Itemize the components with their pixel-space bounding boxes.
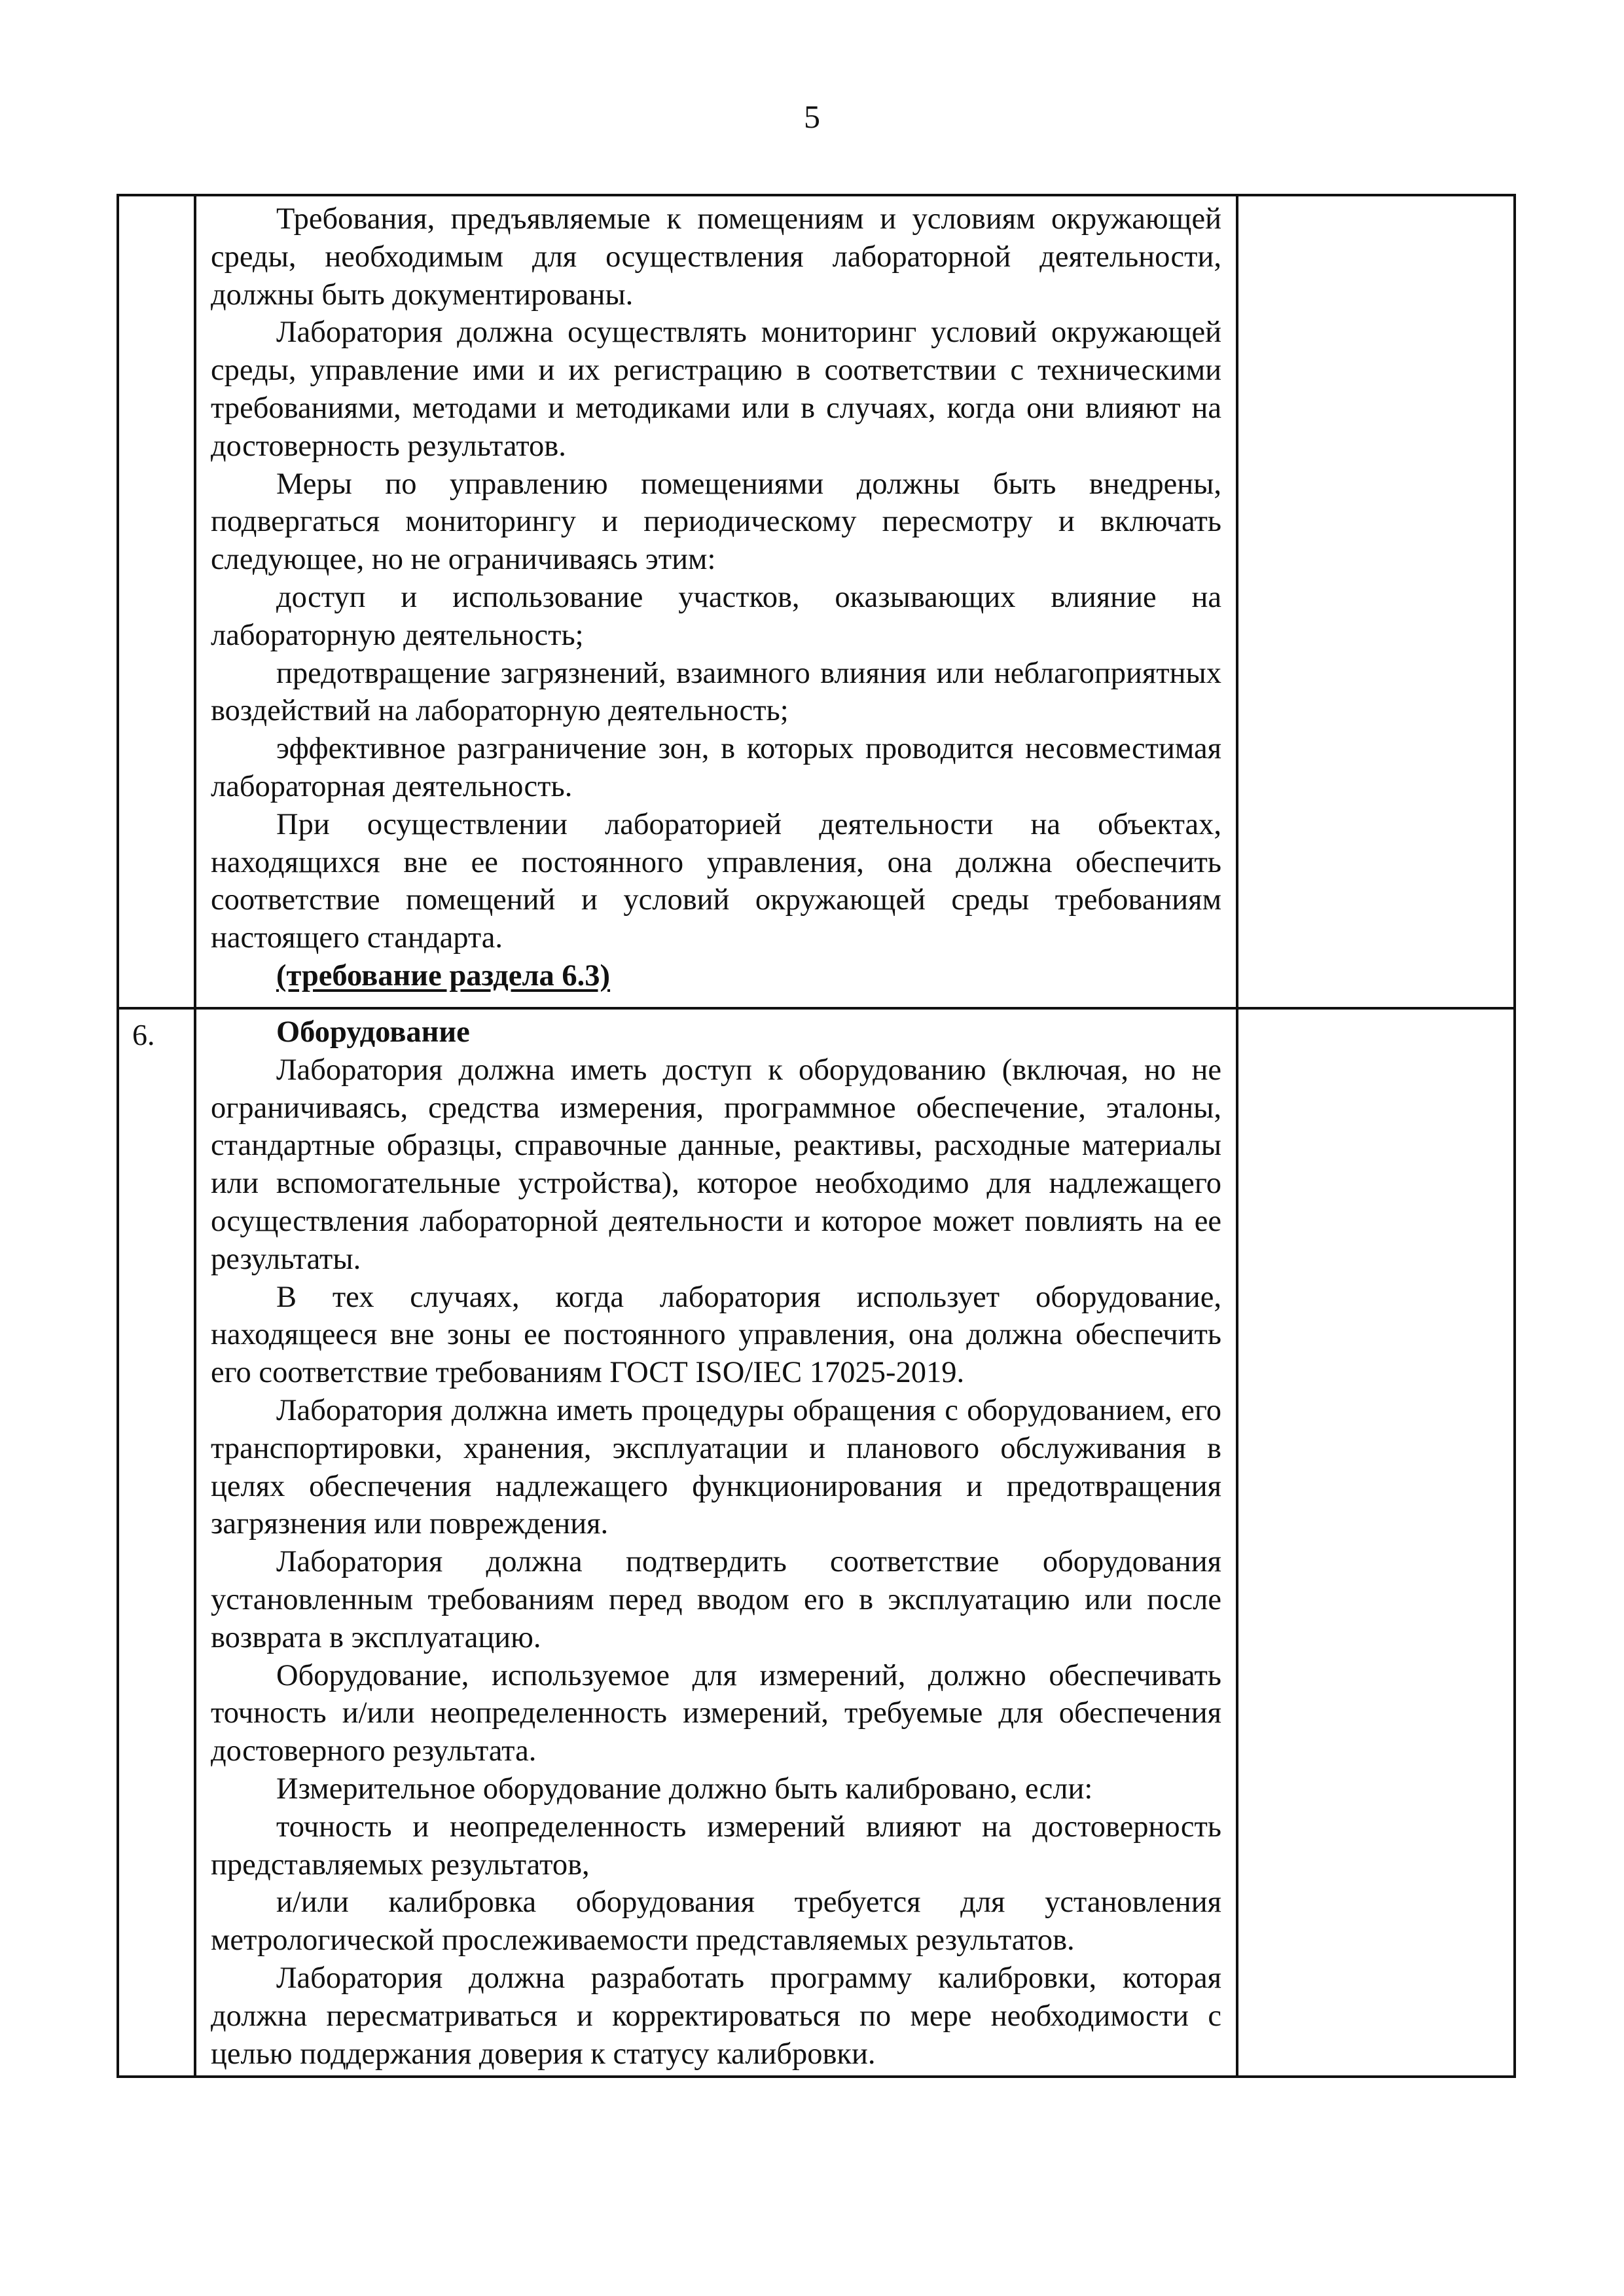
paragraph: Лаборатория должна иметь процедуры обращения с оборудованием, его транспортировки, хранения, эксплуатации и планового обслуживания в целях обеспечения надлежащего функционирования и предотвращения загрязнения или повреждения. [211, 1393, 1221, 1541]
list-item: эффективное разграничение зон, в которых проводится несовместимая лабораторная деятельность. [211, 732, 1221, 803]
page-number: 5 [804, 98, 820, 135]
list-item: и/или калибровка оборудования требуется для установления метрологической прослеживаемости представляемых результатов. [211, 1886, 1221, 1958]
paragraph: Лаборатория должна подтвердить соответствие оборудования установленным требованиям перед вводом его в эксплуатацию или после возврата в эксплуатацию. [211, 1545, 1221, 1654]
paragraph: Лаборатория должна осуществлять мониторинг условий окружающей среды, управление ими и их регистрацию в соответствии с техническими требованиями, методами и методиками или в случаях, когда они влияют на достоверность результатов. [211, 316, 1221, 463]
paragraph: Оборудование, используемое для измерений, должно обеспечивать точность и/или неопределенность измерений, требуемые для обеспечения достоверного результата. [211, 1658, 1221, 1768]
paragraph: При осуществлении лабораторией деятельности на объектах, находящихся вне ее постоянного управления, она должна обеспечить соответствие помещений и условий окружающей среды требованиям настоящего стандарта. [211, 807, 1221, 955]
remarks-cell [1237, 1008, 1515, 2077]
paragraph: Измерительное оборудование должно быть калибровано, если: [276, 1772, 1093, 1806]
table-row [118, 1008, 1515, 2077]
paragraph: Лаборатория должна иметь доступ к оборудованию (включая, но не ограничиваясь, средства измерения, программное обеспечение, эталоны, стандартные образцы, справочные данные, реактивы, расходные материалы или вспомогательные устройства), которое необходимо для надлежащего осуществления лабораторной деятельности и которое может повлиять на ее результаты. [211, 1053, 1221, 1276]
paragraph: Лаборатория должна разработать программу калибровки, которая должна пересматриваться и корректироваться по мере необходимости с целью поддержания доверия к статусу калибровки. [211, 1961, 1221, 2071]
row-text-cell [195, 1008, 1237, 2077]
list-item: предотвращение загрязнений, взаимного влияния или неблагоприятных воздействий на лабораторную деятельность; [211, 656, 1221, 728]
row-number-cell [118, 195, 195, 1008]
row-text-cell [195, 195, 1237, 1008]
list-item: доступ и использование участков, оказывающих влияние на лабораторную деятельность; [211, 580, 1221, 652]
list-item: точность и неопределенность измерений влияют на достоверность представляемых результатов, [211, 1810, 1221, 1882]
section-heading: Оборудование [276, 1015, 470, 1049]
paragraph: Требования, предъявляемые к помещениям и условиям окружающей среды, необходимым для осуществления лабораторной деятельности, должны быть документированы. [211, 202, 1221, 312]
paragraph: В тех случаях, когда лаборатория использует оборудование, находящееся вне зоны ее постоянного управления, она должна обеспечить его соответствие требованиям ГОСТ ISO/IEC 17025-2019. [211, 1280, 1221, 1390]
table-row [118, 195, 1515, 1008]
row-number-cell: 6. [118, 1008, 195, 2077]
requirements-table [117, 194, 1516, 2078]
paragraph: Меры по управлению помещениями должны быть внедрены, подвергаться мониторингу и периодическому пересмотру и включать следующее, но не ограничиваясь этим: [211, 467, 1221, 577]
requirement-reference: (требование раздела 6.3) [276, 958, 611, 993]
remarks-cell [1237, 195, 1515, 1008]
